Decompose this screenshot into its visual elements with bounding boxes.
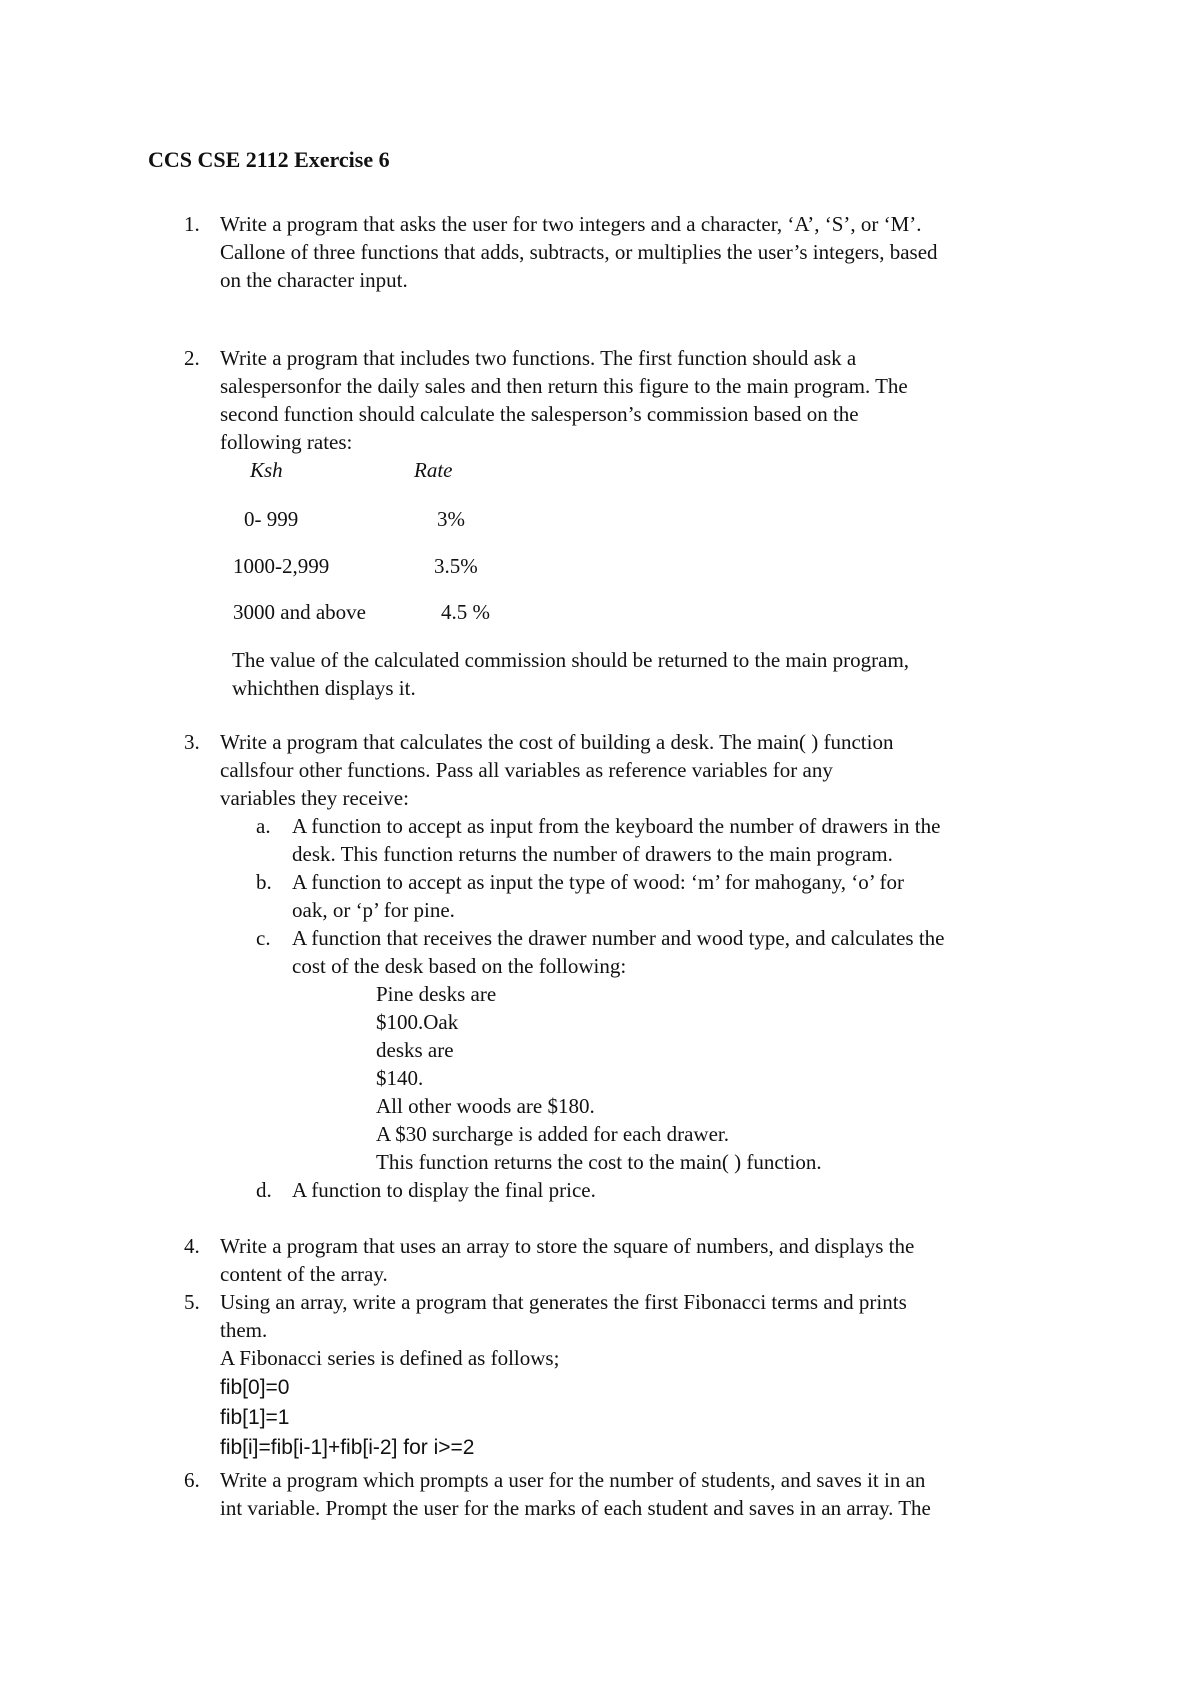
pricing-line: $100.Oak [376,1010,459,1034]
sub-item-text-line: A function to accept as input the type of wood: ‘m’ for mahogany, ‘o’ for [292,870,904,894]
question-text-line: whichthen displays it. [232,676,416,700]
rate-table-cell: 4.5 % [441,600,490,624]
question-text-line: Callone of three functions that adds, subtracts, or multiplies the user’s integers, based [220,240,938,264]
question-text-line: A Fibonacci series is defined as follows; [220,1346,560,1370]
sub-item-text-line: A function that receives the drawer number and wood type, and calculates the [292,926,945,950]
rate-table-cell: 0- 999 [244,507,299,531]
question-text-line: Write a program that asks the user for two integers and a character, ‘A’, ‘S’, or ‘M’. [220,212,922,236]
fibonacci-formula-line: fib[i]=fib[i-1]+fib[i-2] for i>=2 [220,1436,475,1459]
question-text-line: second function should calculate the salesperson’s commission based on the [220,402,859,426]
sub-item-label: c. [256,926,271,950]
question-text-line: salespersonfor the daily sales and then return this figure to the main program. The [220,374,908,398]
fibonacci-formula-line: fib[0]=0 [220,1376,290,1399]
question-number: 1. [184,212,200,236]
question-text-line: them. [220,1318,268,1342]
document-title: CCS CSE 2112 Exercise 6 [148,147,390,172]
question-text-line: Using an array, write a program that generates the first Fibonacci terms and prints [220,1290,907,1314]
sub-item-text-line: desk. This function returns the number of drawers to the main program. [292,842,893,866]
pricing-line: A $30 surcharge is added for each drawer. [376,1122,729,1146]
question-text-line: The value of the calculated commission should be returned to the main program, [232,648,910,672]
question-text-line: content of the array. [220,1262,388,1286]
sub-item-text-line: A function to accept as input from the keyboard the number of drawers in the [292,814,941,838]
sub-item-label: b. [256,870,272,894]
pricing-line: desks are [376,1038,454,1062]
question-number: 6. [184,1468,200,1492]
rate-table-cell: 3% [437,507,465,531]
question-number: 4. [184,1234,200,1258]
pricing-line: This function returns the cost to the main( ) function. [376,1150,822,1174]
question-text-line: on the character input. [220,268,408,292]
rate-table-cell: 1000-2,999 [233,554,330,578]
sub-item-text-line: oak, or ‘p’ for pine. [292,898,455,922]
question-text-line: Write a program that calculates the cost of building a desk. The main( ) function [220,730,894,754]
question-number: 2. [184,346,200,370]
pricing-line: $140. [376,1066,424,1090]
sub-item-label: a. [256,814,271,838]
pricing-line: All other woods are $180. [376,1094,595,1118]
question-text-line: variables they receive: [220,786,409,810]
rate-table-cell: 3000 and above [233,600,366,624]
pricing-line: Pine desks are [376,982,497,1006]
question-text-line: callsfour other functions. Pass all variables as reference variables for any [220,758,833,782]
rate-table-header-rate: Rate [414,458,453,482]
question-number: 3. [184,730,200,754]
question-text-line: Write a program which prompts a user for the number of students, and saves it in an [220,1468,926,1492]
rate-table-header-ksh: Ksh [250,458,283,482]
sub-item-text-line: cost of the desk based on the following: [292,954,627,978]
question-number: 5. [184,1290,200,1314]
sub-item-label: d. [256,1178,272,1202]
question-text-line: Write a program that includes two functions. The first function should ask a [220,346,857,370]
question-text-line: int variable. Prompt the user for the marks of each student and saves in an array. The [220,1496,931,1520]
rate-table-cell: 3.5% [434,554,478,578]
sub-item-text-line: A function to display the final price. [292,1178,596,1202]
question-text-line: following rates: [220,430,353,454]
fibonacci-formula-line: fib[1]=1 [220,1406,290,1429]
question-text-line: Write a program that uses an array to store the square of numbers, and displays the [220,1234,915,1258]
